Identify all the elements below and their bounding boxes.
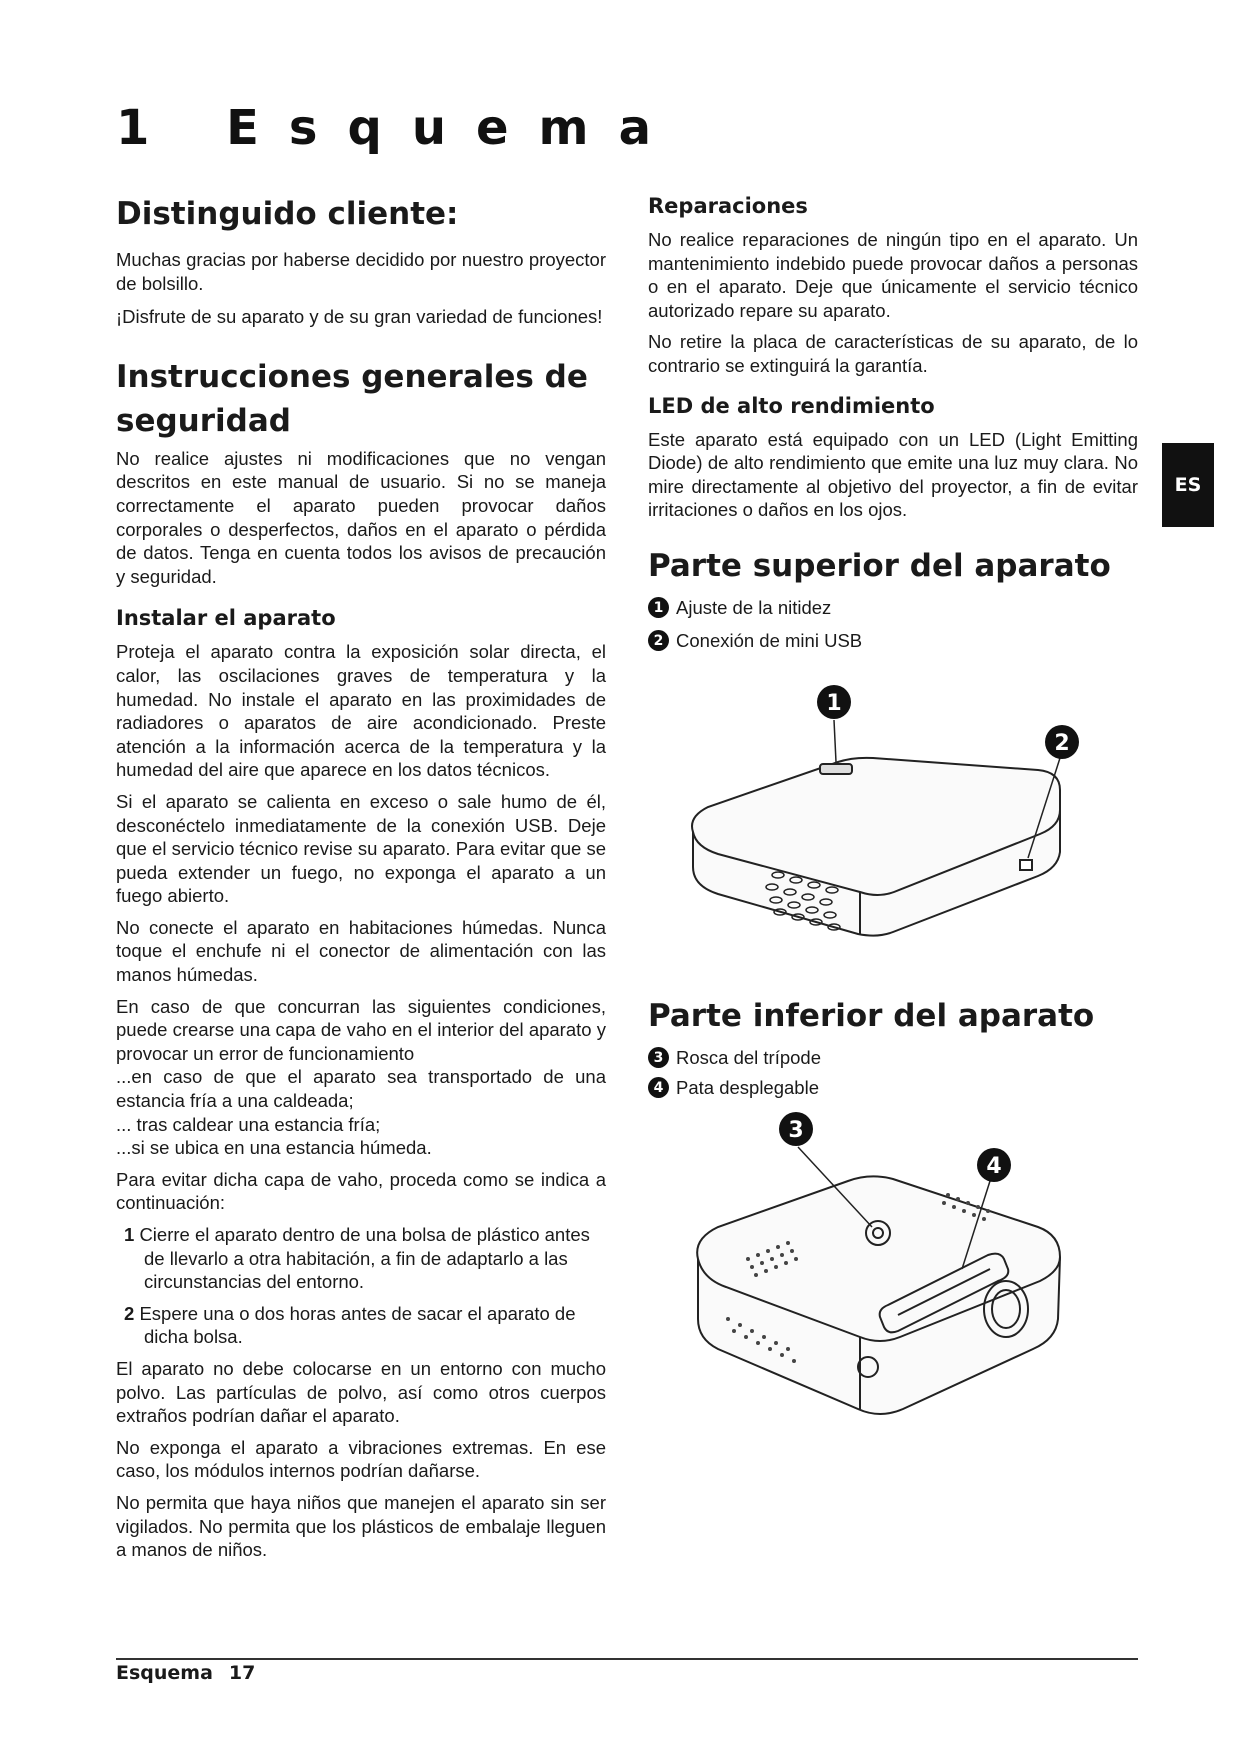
- install-condition-1: ...en caso de que el aparato sea transportado de una estancia fría a una caldeada;: [116, 1066, 606, 1112]
- top-heading: Parte superior del aparato: [648, 547, 1111, 584]
- callout-4-label: 4: [986, 1153, 1002, 1179]
- legend-item-3: [648, 1046, 1138, 1070]
- legend-label-2: Conexión de mini USB: [676, 629, 863, 651]
- legend-label-1: Ajuste de la nitidez: [676, 596, 832, 618]
- safety-paragraph: No realice ajustes ni modificaciones que no vengan descritos en este manual de usuario. Si no se maneja correctamente el aparato pueden provocar daños corporales o desperfectos, daños en el aparato o pérdida de datos. Tenga en cuenta todos los avisos de precaución y seguridad.: [116, 447, 606, 587]
- right-column: [648, 192, 1138, 1429]
- repair-paragraph-1: No realice reparaciones de ningún tipo en el aparato. Un mantenimiento indebido puede provocar daños a personas o en el aparato. Deje que únicamente el servicio técnico autorizado repare su aparato.: [648, 229, 1138, 321]
- badge-4: 4: [648, 1077, 669, 1098]
- left-column: [116, 192, 606, 1570]
- footer-section: Esquema: [116, 1662, 213, 1684]
- greeting-paragraph-1: Muchas gracias por haberse decidido por nuestro proyector de bolsillo.: [116, 249, 606, 294]
- safety-heading: Instrucciones generales de seguridad: [116, 358, 588, 439]
- callout-3-label: 3: [788, 1117, 804, 1143]
- callout-1-label: 1: [826, 690, 842, 716]
- chapter-title: 1 Esquema: [116, 100, 681, 156]
- install-paragraph-6: El aparato no debe colocarse en un entorno con mucho polvo. Las partículas de polvo, así como otros cuerpos extraños podrían dañar el aparato.: [116, 1357, 606, 1427]
- step-1: [116, 1223, 606, 1294]
- step-2: [116, 1302, 606, 1349]
- led-heading: LED de alto rendimiento: [648, 393, 935, 418]
- page-footer: [116, 1662, 255, 1684]
- legend-item-2: [648, 629, 1138, 653]
- install-paragraph-8: No permita que haya niños que manejen el aparato sin ser vigilados. No permita que los plásticos de embalaje lleguen a manos de niños.: [116, 1491, 606, 1561]
- legend-label-4: Pata desplegable: [676, 1076, 819, 1098]
- install-paragraph-7: No exponga el aparato a vibraciones extremas. En ese caso, los módulos internos podrían dañarse.: [116, 1436, 606, 1482]
- install-paragraph-4: En caso de que concurran las siguientes condiciones, puede crearse una capa de vaho en el interior del aparato y provocar un error de funcionamiento: [116, 995, 606, 1064]
- legend-item-4: [648, 1076, 1138, 1100]
- install-paragraph-5: Para evitar dicha capa de vaho, proceda como se indica a continuación:: [116, 1168, 606, 1214]
- led-paragraph: Este aparato está equipado con un LED (Light Emitting Diode) de alto rendimiento que emite una luz muy clara. No mire directamente al objetivo del proyector, a fin de evitar irritaciones o daños en los ojos.: [648, 428, 1138, 521]
- greeting-heading: Distinguido cliente:: [116, 196, 459, 232]
- greeting-paragraph-2: ¡Disfrute de su aparato y de su gran variedad de funciones!: [116, 306, 603, 328]
- projector-bottom-illustration: [648, 1109, 1118, 1429]
- step-1-number: 1: [124, 1224, 135, 1245]
- language-tab: ES: [1162, 443, 1214, 527]
- step-2-number: 2: [124, 1302, 135, 1324]
- callout-1: [817, 685, 851, 719]
- callout-4: [977, 1148, 1011, 1182]
- install-condition-2: ... tras caldear una estancia fría;: [116, 1113, 381, 1135]
- install-paragraph-2: Si el aparato se calienta en exceso o sale humo de él, desconéctelo inmediatamente de la conexión USB. Deje que el servicio técnico revise su aparato. Para evitar que se pueda extender un fuego, no exponga el aparato a un fuego abierto.: [116, 790, 606, 907]
- callout-3: [779, 1112, 813, 1146]
- footer-page-number: 17: [228, 1662, 256, 1684]
- install-condition-3: ...si se ubica en una estancia húmeda.: [116, 1137, 432, 1159]
- callout-2: [1045, 725, 1079, 759]
- legend-label-3: Rosca del trípode: [676, 1046, 822, 1068]
- bottom-heading: Parte inferior del aparato: [648, 997, 1095, 1034]
- install-paragraph-1: Proteja el aparato contra la exposición solar directa, el calor, las oscilaciones graves de temperatura y la humedad. No instale el aparato en las proximidades de radiadores o aparatos de aire acondicionado. Preste atención a la información acerca de la temperatura y la humedad del aire que aparece en los datos técnicos.: [116, 641, 606, 781]
- badge-3: 3: [648, 1047, 669, 1068]
- callout-2-label: 2: [1054, 730, 1070, 756]
- legend-item-1: [648, 596, 1138, 620]
- badge-1: 1: [648, 597, 669, 618]
- projector-top-illustration: [648, 662, 1118, 962]
- badge-2: 2: [648, 630, 669, 651]
- footer-rule: [116, 1658, 1138, 1660]
- step-1-text: Cierre el aparato dentro de una bolsa de plástico antes de llevarlo a otra habitación, a fin de adaptarlo a las circunstancias del entorno.: [139, 1224, 590, 1293]
- repair-heading: Reparaciones: [648, 194, 808, 218]
- install-heading: Instalar el aparato: [116, 606, 336, 631]
- install-paragraph-3: No conecte el aparato en habitaciones húmedas. Nunca toque el enchufe ni el conector de alimentación con las manos húmedas.: [116, 916, 606, 986]
- step-2-text: Espere una o dos horas antes de sacar el aparato de dicha bolsa.: [139, 1302, 576, 1348]
- repair-paragraph-2: No retire la placa de características de su aparato, de lo contrario se extinguirá la garantía.: [648, 331, 1138, 376]
